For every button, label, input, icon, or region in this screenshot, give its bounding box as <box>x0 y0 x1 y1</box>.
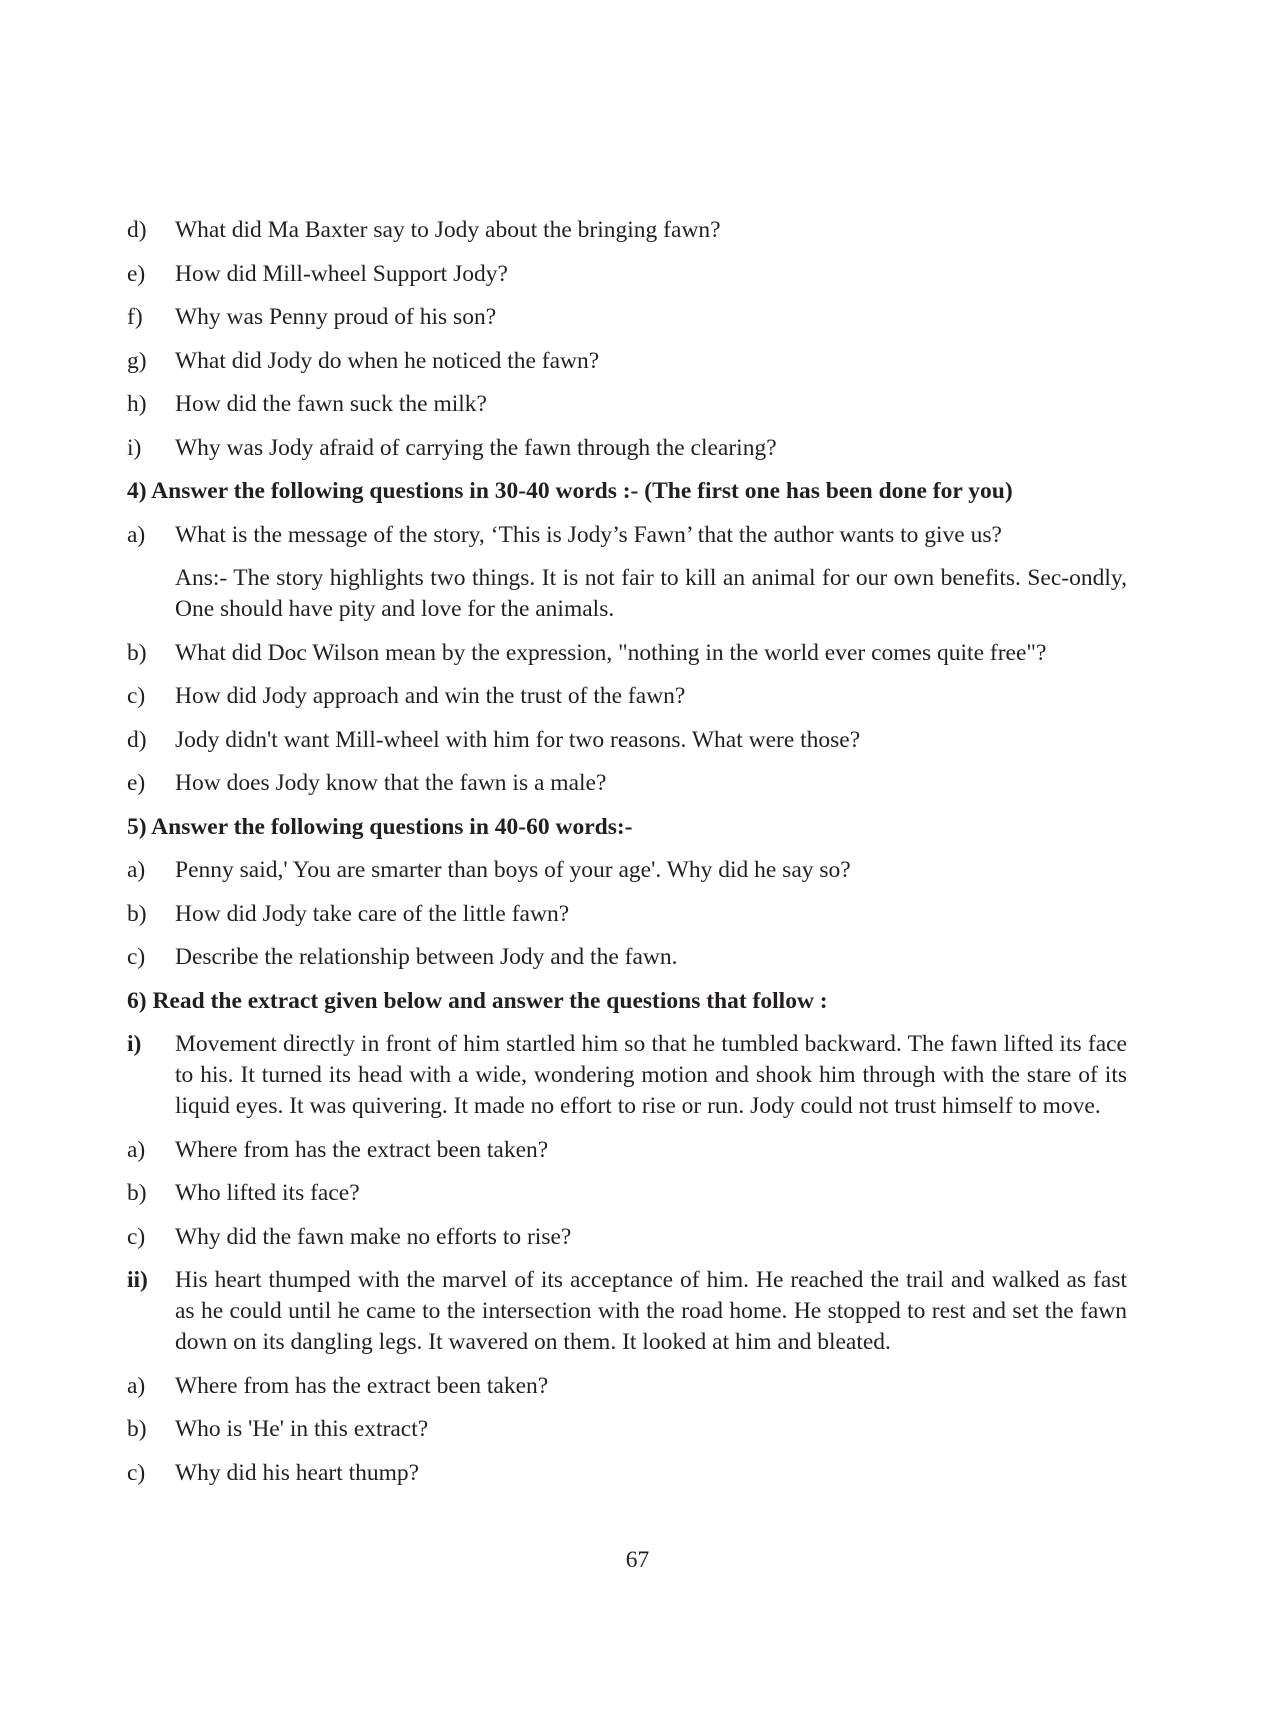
section-5-heading: 5) Answer the following questions in 40-60 words:- <box>127 813 633 840</box>
item-text: Where from has the extract been taken? <box>175 1136 549 1163</box>
sample-answer: Ans:- The story highlights two things. It is not fair to kill an animal for our own benefits. Sec-ondly, One should have pity and love for the animals. <box>175 565 1127 622</box>
item-label: a) <box>127 521 146 548</box>
list-item <box>127 302 1127 333</box>
item-label: c) <box>127 1223 146 1250</box>
item-text: Why was Jody afraid of carrying the fawn through the clearing? <box>175 434 777 461</box>
extract-paragraph <box>127 1265 1127 1358</box>
item-text: How does Jody know that the fawn is a male? <box>175 770 607 796</box>
item-text: Why did the fawn make no efforts to rise? <box>175 1223 572 1250</box>
item-text: How did the fawn suck the milk? <box>175 391 487 417</box>
item-text: How did Jody approach and win the trust of the fawn? <box>175 683 686 709</box>
extract-paragraph <box>127 1029 1127 1122</box>
list-item <box>127 520 1127 551</box>
page-content <box>127 215 1127 1501</box>
list-item <box>127 899 1127 930</box>
list-item <box>127 1135 1127 1166</box>
item-label: a) <box>127 857 146 883</box>
list-item <box>127 389 1127 420</box>
extract-text: His heart thumped with the marvel of its acceptance of him. He reached the trail and walked as fast as he could until he came to the intersection with the road home. He stopped to rest and set the fawn down on its dangling legs. It wavered on them. It looked at him and bleated. <box>175 1267 1127 1355</box>
list-item <box>127 259 1127 290</box>
item-label: b) <box>127 1180 147 1206</box>
item-text: Penny said,' You are smarter than boys of your age'. Why did he say so? <box>175 857 851 883</box>
item-label: c) <box>127 1459 146 1486</box>
list-item <box>127 1458 1127 1489</box>
item-text: Jody didn't want Mill-wheel with him for two reasons. What were those? <box>175 726 861 753</box>
list-item <box>127 346 1127 377</box>
list-item <box>127 433 1127 464</box>
item-text: How did Mill-wheel Support Jody? <box>175 260 508 287</box>
item-text: How did Jody take care of the little fawn? <box>175 900 570 927</box>
item-label: f) <box>127 304 143 330</box>
extract-label: ii) <box>127 1267 148 1293</box>
list-item <box>127 681 1127 712</box>
item-text: Who lifted its face? <box>175 1180 360 1206</box>
list-item <box>127 855 1127 886</box>
item-text: What did Jody do when he noticed the fawn? <box>175 347 600 374</box>
item-label: e) <box>127 770 146 796</box>
page-number: 67 <box>625 1547 650 1573</box>
extract-label: i) <box>127 1031 142 1057</box>
list-item <box>127 1414 1127 1445</box>
item-text: Why did his heart thump? <box>175 1459 420 1486</box>
item-label: b) <box>127 1416 147 1442</box>
list-item <box>127 768 1127 799</box>
item-text: Where from has the extract been taken? <box>175 1372 549 1399</box>
item-text: Describe the relationship between Jody and the fawn. <box>175 944 678 970</box>
item-text: Why was Penny proud of his son? <box>175 304 497 330</box>
item-text: What did Doc Wilson mean by the expression, "nothing in the world ever comes quite free"? <box>175 639 1047 666</box>
item-label: h) <box>127 391 147 417</box>
list-item <box>127 725 1127 756</box>
section-6-heading: 6) Read the extract given below and answer the questions that follow : <box>127 987 828 1014</box>
list-item <box>127 1178 1127 1209</box>
item-label: c) <box>127 683 146 709</box>
item-label: i) <box>127 434 142 461</box>
item-label: d) <box>127 726 147 753</box>
item-label: b) <box>127 639 147 666</box>
list-item <box>127 215 1127 246</box>
list-item <box>127 638 1127 669</box>
item-label: c) <box>127 944 146 970</box>
item-text: Who is 'He' in this extract? <box>175 1416 429 1442</box>
item-label: b) <box>127 900 147 927</box>
extract-text: Movement directly in front of him startled him so that he tumbled backward. The fawn lifted its face to his. It turned its head with a wide, wondering motion and shook him through with the stare of its liquid eyes. It was quivering. It made no effort to rise or run. Jody could not trust himself to move. <box>175 1031 1127 1119</box>
section-4-heading: 4) Answer the following questions in 30-40 words :- (The first one has been done for you) <box>127 478 1013 504</box>
item-text: What is the message of the story, ‘This is Jody’s Fawn’ that the author wants to give us? <box>175 521 1002 548</box>
list-item <box>127 942 1127 973</box>
item-label: d) <box>127 217 147 243</box>
item-text: What did Ma Baxter say to Jody about the bringing fawn? <box>175 217 721 243</box>
item-label: g) <box>127 347 147 374</box>
item-label: e) <box>127 260 146 287</box>
list-item <box>127 1222 1127 1253</box>
list-item <box>127 1371 1127 1402</box>
item-label: a) <box>127 1372 146 1399</box>
item-label: a) <box>127 1136 146 1163</box>
